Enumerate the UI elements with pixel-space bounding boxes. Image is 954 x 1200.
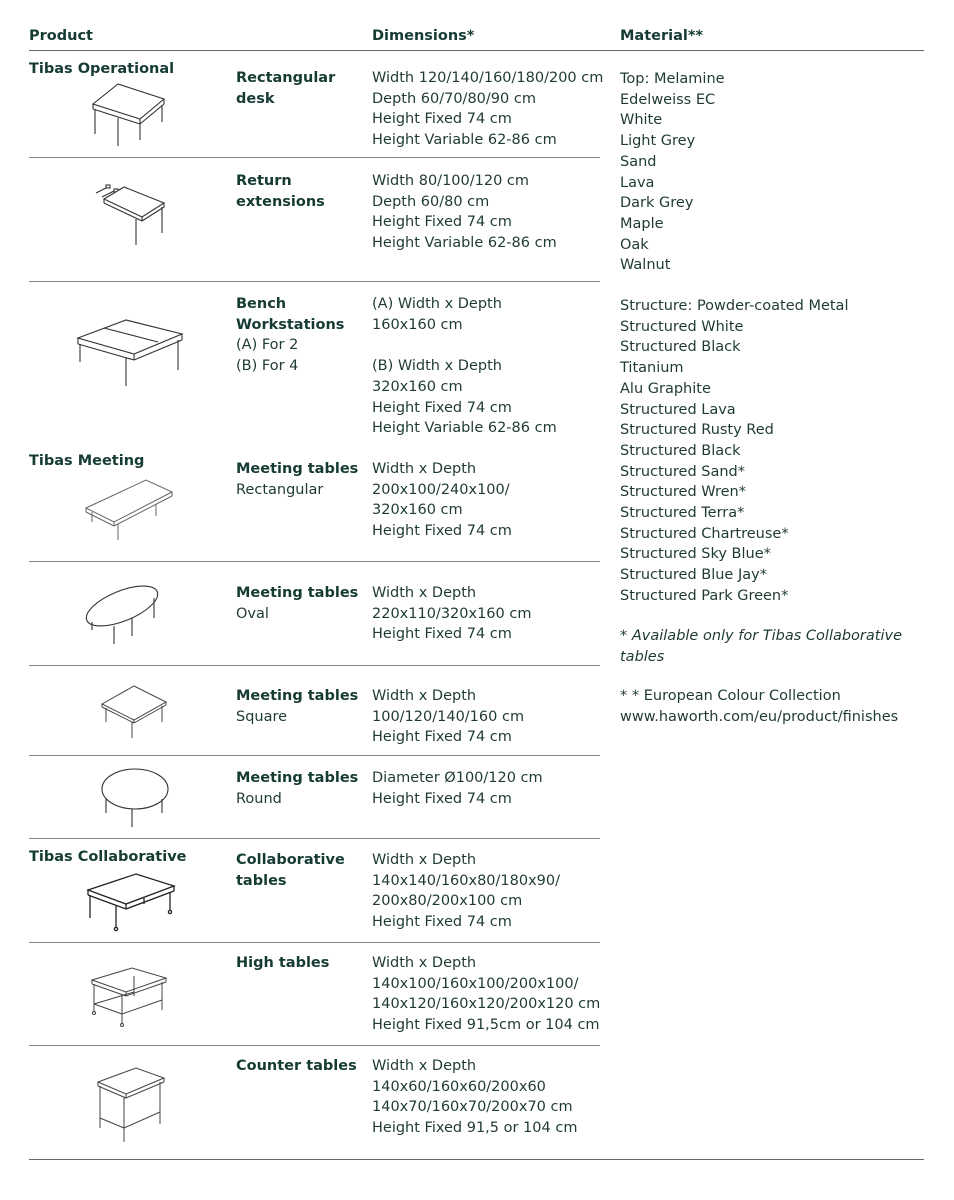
square-meeting-table-icon [100,684,168,742]
dimensions-counter-tables: Width x Depth 140x60/160x60/200x60 140x70/160x70/200x70 cm Height Fixed 91,5 or 104 cm [372,1058,578,1137]
material-structure-list: Structure: Powder-coated Metal Structured White Structured Black Titanium Alu Graphite Structured Lava Structured Rusty Red Structured Black Structured Sand* Structured Wren* Structured Terra* Structured Chartreuse* Structured Sky Blue* Structured Blue Jay* Structured Park Green* [620,298,849,604]
product-name-high-tables: High tables [236,955,330,971]
rectangular-meeting-table-icon [84,478,174,544]
product-name-meeting-oval: Meeting tables Oval [236,585,359,622]
product-name-meeting-square: Meeting tables Square [236,688,359,725]
dimensions-rectangular-desk: Width 120/140/160/180/200 cm Depth 60/70/80/90 cm Height Fixed 74 cm Height Variable 62-86 cm [372,70,604,149]
round-meeting-table-icon [100,767,170,831]
header-material: Material** [620,28,704,44]
row-divider [29,1045,600,1046]
header-product: Product [29,28,93,44]
dimensions-return-extensions: Width 80/100/120 cm Depth 60/80 cm Height Fixed 74 cm Height Variable 62-86 cm [372,173,557,252]
product-name-return-extensions: Return extensions [236,173,325,210]
dimensions-meeting-square: Width x Depth 100/120/140/160 cm Height Fixed 74 cm [372,688,525,746]
product-family-operational: Tibas Operational [29,61,175,77]
material-top-heading: Top: Melamine [620,71,725,87]
oval-meeting-table-icon [84,578,164,648]
row-divider [29,665,600,666]
note-collaborative-only: * Available only for Tibas Collaborative tables [620,628,902,665]
rectangular-desk-icon [88,82,168,150]
high-table-icon [88,966,168,1028]
dimensions-collaborative-tables: Width x Depth 140x140/160x80/180x90/ 200x80/200x100 cm Height Fixed 74 cm [372,852,561,931]
footer-divider [29,1159,924,1160]
bench-workstation-icon [74,318,186,390]
product-name-meeting-round: Meeting tables Round [236,770,359,807]
product-family-collaborative: Tibas Collaborative [29,849,187,865]
dimensions-meeting-round: Diameter Ø100/120 cm Height Fixed 74 cm [372,770,543,807]
note-colour-collection: * * European Colour Collection www.haworth.com/eu/product/finishes [620,686,898,727]
return-extension-icon [94,183,168,249]
header-divider [29,50,924,51]
dimensions-bench-workstations: (A) Width x Depth 160x160 cm (B) Width x Depth 320x160 cm Height Fixed 74 cm Height Variable 62-86 cm [372,296,557,437]
dimensions-high-tables: Width x Depth 140x100/160x100/200x100/ 140x120/160x120/200x120 cm Height Fixed 91,5cm or 104 cm [372,955,601,1034]
product-name-counter-tables: Counter tables [236,1058,357,1074]
dimensions-meeting-oval: Width x Depth 220x110/320x160 cm Height Fixed 74 cm [372,585,532,643]
row-divider [29,561,600,562]
row-divider [29,942,600,943]
row-divider [29,157,600,158]
header-dimensions: Dimensions* [372,28,475,44]
dimensions-meeting-rectangular: Width x Depth 200x100/240x100/ 320x160 cm Height Fixed 74 cm [372,461,512,540]
product-family-meeting: Tibas Meeting [29,453,145,469]
product-name-collaborative-tables: Collaborative tables [236,852,345,889]
material-top-list: Top: Melamine Edelweiss EC White Light Grey Sand Lava Dark Grey Maple Oak Walnut [620,71,725,274]
material-structure-heading: Structure: Powder-coated Metal [620,298,849,314]
counter-table-icon [96,1066,168,1146]
row-divider [29,755,600,756]
product-name-bench-workstations: Bench Workstations (A) For 2 (B) For 4 [236,296,345,375]
product-name-meeting-rectangular: Meeting tables Rectangular [236,461,359,498]
row-divider [29,281,600,282]
collaborative-table-icon [86,870,176,932]
finishes-link[interactable]: www.haworth.com/eu/product/finishes [620,708,899,725]
product-name-rectangular-desk: Rectangular desk [236,70,336,107]
row-divider [29,838,600,839]
